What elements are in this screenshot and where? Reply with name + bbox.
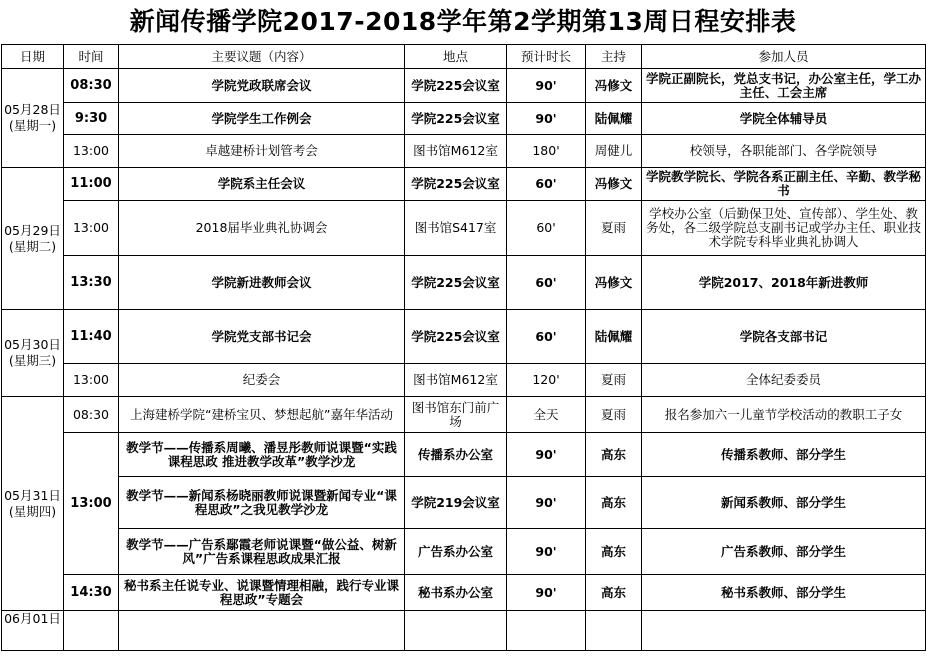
- duration-cell: 全天: [507, 397, 586, 433]
- table-row: [2, 529, 926, 575]
- topic-cell: 教学节——广告系鄢霞老师说课暨“做公益、树新风”广告系课程思政成果汇报: [119, 529, 405, 575]
- weekday-text: (星期三): [8, 353, 57, 368]
- location-cell: 学院225会议室: [405, 69, 507, 103]
- time-cell: 11:00: [64, 168, 119, 201]
- host-cell: 高东: [586, 575, 642, 611]
- attendees-cell: 校领导，各职能部门、各学院领导: [642, 135, 926, 168]
- duration-cell: 180': [507, 135, 586, 168]
- page-title: 新闻传播学院2017-2018学年第2学期第13周日程安排表: [129, 7, 797, 36]
- topic-cell: 纪委会: [119, 364, 405, 397]
- host-cell: 高东: [586, 477, 642, 529]
- header-time: 时间: [64, 45, 119, 69]
- table-row: [2, 103, 926, 135]
- host-cell: 陆佩耀: [586, 103, 642, 135]
- schedule-table: [1, 44, 926, 651]
- header-location: 地点: [405, 45, 507, 69]
- date-cell: [2, 168, 64, 310]
- date-text: 05月28日: [4, 102, 61, 117]
- attendees-cell: 广告系教师、部分学生: [642, 529, 926, 575]
- header-attendees: 参加人员: [642, 45, 926, 69]
- header-duration: 预计时长: [507, 45, 586, 69]
- duration-cell: 60': [507, 310, 586, 364]
- host-cell: 冯修文: [586, 168, 642, 201]
- attendees-cell: 新闻系教师、部分学生: [642, 477, 926, 529]
- date-text: 05月31日: [4, 487, 61, 503]
- weekday-text: (星期二): [8, 238, 57, 254]
- duration-cell: 90': [507, 69, 586, 103]
- host-cell: 周健儿: [586, 135, 642, 168]
- time-cell: 13:00: [64, 135, 119, 168]
- time-cell: 11:40: [64, 310, 119, 364]
- location-cell: 学院225会议室: [405, 103, 507, 135]
- location-cell: 学院225会议室: [405, 168, 507, 201]
- duration-cell: 120': [507, 364, 586, 397]
- duration-cell: 90': [507, 103, 586, 135]
- duration-cell: 90': [507, 529, 586, 575]
- date-cell: [2, 611, 64, 651]
- attendees-cell: 学院全体辅导员: [642, 103, 926, 135]
- table-row: [2, 433, 926, 477]
- topic-cell: 学院学生工作例会: [119, 103, 405, 135]
- header-host: 主持: [586, 45, 642, 69]
- topic-cell: 上海建桥学院“建桥宝贝、梦想起航”嘉年华活动: [119, 397, 405, 433]
- topic-cell: 学院新进教师会议: [119, 256, 405, 310]
- attendees-cell: 秘书系教师、部分学生: [642, 575, 926, 611]
- topic-cell: 教学节——新闻系杨晓丽教师说课暨新闻专业“课程思政”之我见教学沙龙: [119, 477, 405, 529]
- host-cell: 冯修文: [586, 69, 642, 103]
- topic-cell: 学院党支部书记会: [119, 310, 405, 364]
- duration-cell: 90': [507, 575, 586, 611]
- topic-cell: 学院党政联席会议: [119, 69, 405, 103]
- date-cell: [2, 397, 64, 611]
- location-cell: 学院225会议室: [405, 310, 507, 364]
- table-row: [2, 575, 926, 611]
- time-cell: 13:30: [64, 256, 119, 310]
- duration-cell: 60': [507, 201, 586, 256]
- time-cell: 13:00: [64, 433, 119, 575]
- date-text: 05月29日: [4, 222, 61, 238]
- attendees-cell: [642, 611, 926, 651]
- location-cell: 学院225会议室: [405, 256, 507, 310]
- location-cell: 图书馆S417室: [405, 201, 507, 256]
- topic-cell: [119, 611, 405, 651]
- location-cell: 图书馆东门前广场: [405, 397, 507, 433]
- header-row: [2, 45, 926, 69]
- duration-cell: [507, 611, 586, 651]
- date-text: 06月01日: [4, 611, 61, 626]
- host-cell: 高东: [586, 433, 642, 477]
- table-row: [2, 69, 926, 103]
- host-cell: 高东: [586, 529, 642, 575]
- host-cell: [586, 611, 642, 651]
- location-cell: 图书馆M612室: [405, 135, 507, 168]
- table-row: [2, 201, 926, 256]
- attendees-cell: 传播系教师、部分学生: [642, 433, 926, 477]
- table-row: [2, 611, 926, 651]
- location-cell: 秘书系办公室: [405, 575, 507, 611]
- location-cell: [405, 611, 507, 651]
- host-cell: 冯修文: [586, 256, 642, 310]
- attendees-cell: 报名参加六一儿童节学校活动的教职工子女: [642, 397, 926, 433]
- host-cell: 夏雨: [586, 201, 642, 256]
- header-topic: 主要议题（内容）: [119, 45, 405, 69]
- table-row: [2, 364, 926, 397]
- table-row: [2, 397, 926, 433]
- duration-cell: 90': [507, 477, 586, 529]
- table-row: [2, 135, 926, 168]
- table-row: [2, 168, 926, 201]
- topic-cell: 秘书系主任说专业、说课暨情理相融，践行专业课程思政”专题会: [119, 575, 405, 611]
- attendees-cell: 学院各支部书记: [642, 310, 926, 364]
- duration-cell: 60': [507, 168, 586, 201]
- host-cell: 陆佩耀: [586, 310, 642, 364]
- time-cell: 08:30: [64, 397, 119, 433]
- time-cell: 13:00: [64, 364, 119, 397]
- time-cell: [64, 611, 119, 651]
- location-cell: 传播系办公室: [405, 433, 507, 477]
- topic-cell: 学院系主任会议: [119, 168, 405, 201]
- attendees-cell: 全体纪委委员: [642, 364, 926, 397]
- topic-cell: 2018届毕业典礼协调会: [119, 201, 405, 256]
- location-cell: 学院219会议室: [405, 477, 507, 529]
- weekday-text: (星期四): [8, 503, 57, 519]
- date-text: 05月30日: [4, 337, 61, 352]
- attendees-cell: 学院正副院长，党总支书记，办公室主任，学工办主任、工会主席: [642, 69, 926, 103]
- topic-cell: 教学节——传播系周曦、潘昱彤教师说课暨“实践课程思政 推进教学改革”教学沙龙: [119, 433, 405, 477]
- table-row: [2, 310, 926, 364]
- table-row: [2, 256, 926, 310]
- time-cell: 13:00: [64, 201, 119, 256]
- attendees-cell: 学校办公室（后勤保卫处、宣传部）、学生处、教务处，各二级学院总支副书记或学办主任、职业技术学院专科毕业典礼协调人: [642, 201, 926, 256]
- host-cell: 夏雨: [586, 364, 642, 397]
- date-cell: [2, 310, 64, 397]
- duration-cell: 60': [507, 256, 586, 310]
- topic-cell: 卓越建桥计划管考会: [119, 135, 405, 168]
- header-date: 日期: [2, 45, 64, 69]
- time-cell: 08:30: [64, 69, 119, 103]
- attendees-cell: 学院教学院长、学院各系正副主任、辛勤、教学秘书: [642, 168, 926, 201]
- host-cell: 夏雨: [586, 397, 642, 433]
- time-cell: 9:30: [64, 103, 119, 135]
- location-cell: 广告系办公室: [405, 529, 507, 575]
- date-cell: [2, 69, 64, 168]
- location-cell: 图书馆M612室: [405, 364, 507, 397]
- attendees-cell: 学院2017、2018年新进教师: [642, 256, 926, 310]
- duration-cell: 90': [507, 433, 586, 477]
- table-row: [2, 477, 926, 529]
- time-cell: 14:30: [64, 575, 119, 611]
- weekday-text: (星期一): [8, 118, 57, 133]
